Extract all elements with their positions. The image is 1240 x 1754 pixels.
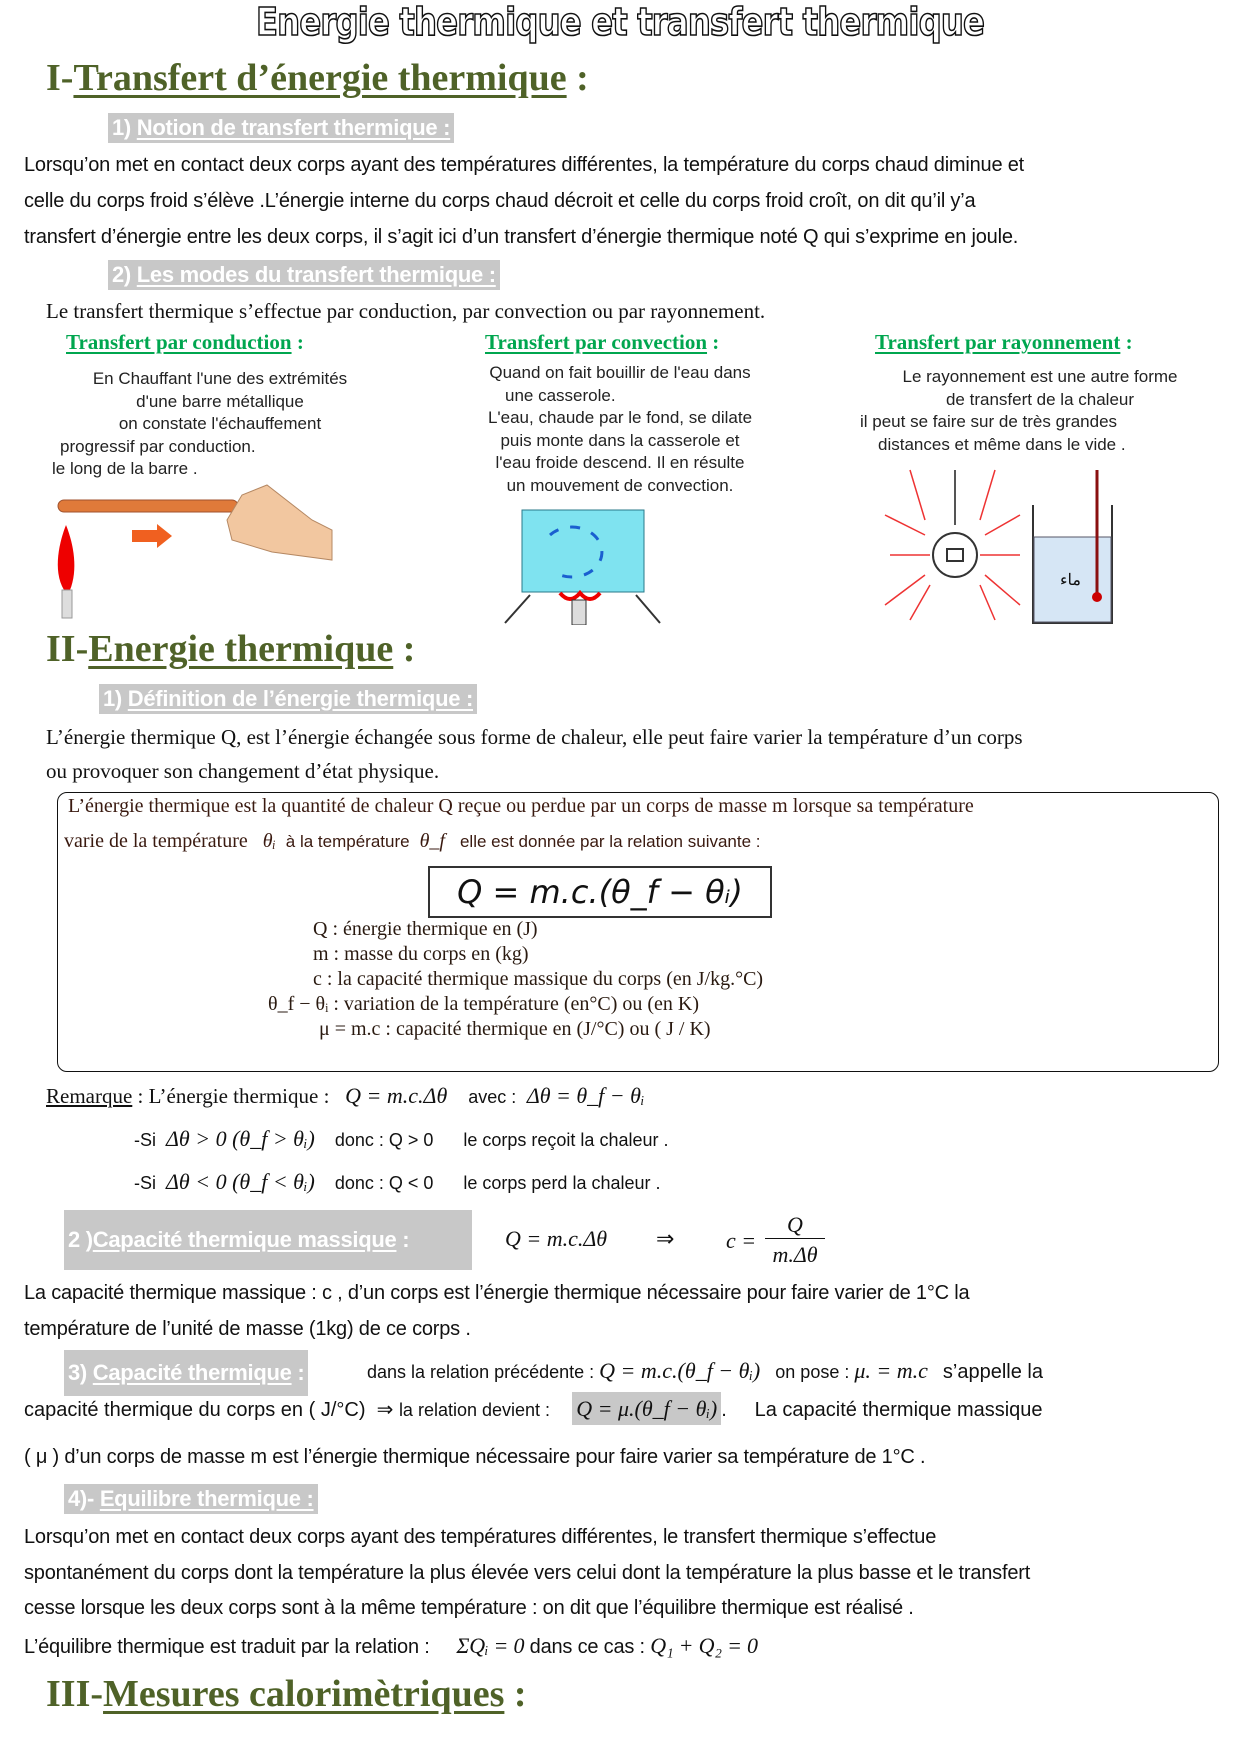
- text-line: distances et même dans le vide .: [878, 434, 1126, 454]
- theta-f: θ_f: [419, 830, 445, 852]
- definition-line: c : la capacité thermique massique du corps (en J/kg.°C): [313, 968, 764, 990]
- heading-text: Transfert par conduction: [66, 330, 292, 354]
- case-line: [134, 1126, 668, 1152]
- text: dans ce cas :: [529, 1636, 645, 1658]
- pot-icon: [522, 510, 644, 592]
- subsection-definition: [99, 684, 477, 714]
- burner-icon: [62, 590, 72, 618]
- section-1-heading: [46, 56, 589, 100]
- text-line: un mouvement de convection.: [506, 475, 734, 495]
- formula: Q = m.c.(θ_f − θᵢ): [599, 1358, 761, 1383]
- subsection-capacite-massique: [64, 1210, 472, 1270]
- sub-label: Les modes du transfert thermique :: [136, 262, 496, 287]
- convection-illustration: [500, 505, 670, 625]
- text-line: d'une barre métallique: [136, 391, 304, 411]
- section-number: III-: [46, 1673, 104, 1715]
- text: la relation devient :: [398, 1400, 551, 1420]
- column-heading-convection: [485, 330, 719, 355]
- text: varie de la température: [64, 830, 248, 852]
- sub-num: 4)-: [68, 1486, 100, 1511]
- formula: μ. = m.c: [854, 1358, 928, 1383]
- text: elle est donnée par la relation suivante :: [459, 832, 761, 851]
- sub-num: 1): [103, 686, 128, 711]
- colon: :: [566, 57, 589, 99]
- paragraph-line: ( μ ) d’un corps de masse m est l’énergie thermique nécessaire pour faire varier sa température de 1°C .: [24, 1446, 926, 1468]
- sub-label: Notion de transfert thermique :: [136, 115, 451, 140]
- section-number: II-: [46, 628, 89, 670]
- remarque-line: [46, 1083, 644, 1109]
- paragraph-line: température de l’unité de masse (1kg) de ce corps .: [24, 1318, 471, 1340]
- rayonnement-text: [860, 366, 1220, 456]
- colon: :: [504, 1673, 527, 1715]
- fraction-numerator: Q: [765, 1212, 825, 1239]
- box-line: [64, 830, 761, 853]
- theta-i: θᵢ: [262, 830, 276, 852]
- definition-line: θ_f − θᵢ : variation de la température (en°C) ou (en K): [268, 993, 699, 1015]
- heading-text: Transfert par convection: [485, 330, 708, 354]
- modes-intro: Le transfert thermique s’effectue par conduction, par convection ou par rayonnement.: [46, 299, 766, 323]
- subsection-modes: [108, 260, 500, 290]
- formula: Q = m.c.Δθ: [505, 1226, 608, 1251]
- text: s’appelle la: [942, 1361, 1043, 1383]
- sub-num: 2): [112, 262, 137, 287]
- text-line: une casserole.: [505, 385, 616, 405]
- paragraph-line: Lorsqu’on met en contact deux corps ayant des températures différentes, la température du corps chaud diminue et: [24, 154, 1025, 176]
- case-line: [134, 1169, 661, 1195]
- text: : L’énergie thermique :: [137, 1084, 330, 1108]
- colon: :: [393, 628, 416, 670]
- document-title: Energie thermique et transfert thermique: [255, 0, 985, 44]
- colon: :: [707, 330, 720, 354]
- text-line: En Chauffant l'une des extrémités: [92, 369, 348, 388]
- conduction-illustration: [52, 480, 342, 620]
- rayonnement-illustration: [870, 465, 1150, 625]
- text: à la température: [285, 832, 410, 851]
- section-title: Transfert d’énergie thermique: [73, 57, 567, 99]
- formula-definitions: [268, 917, 764, 1042]
- c-equals: c =: [726, 1228, 757, 1253]
- arrow-icon: [132, 524, 172, 548]
- formula: Q = m.c.Δθ: [345, 1083, 448, 1108]
- sun-icon: [933, 533, 977, 577]
- subsection-notion: [108, 113, 454, 143]
- flame-icon: [560, 593, 600, 599]
- text: donc : Q > 0: [334, 1130, 434, 1150]
- colon: :: [291, 330, 304, 354]
- section-title: Energie thermique: [88, 628, 394, 670]
- text: on pose :: [775, 1362, 850, 1382]
- subsection-capacite: [64, 1350, 308, 1396]
- paragraph-line: Lorsqu’on met en contact deux corps ayant des températures différentes, le transfert thermique s’effectue: [24, 1526, 937, 1548]
- column-heading-rayonnement: [875, 330, 1133, 355]
- text: donc : Q < 0: [334, 1173, 434, 1193]
- text-line: progressif par conduction.: [60, 436, 256, 456]
- implies-icon: ⇒: [656, 1226, 675, 1251]
- water-label: ماء: [1060, 572, 1081, 589]
- text-line: Quand on fait bouillir de l'eau dans: [489, 363, 751, 382]
- remarque-label: Remarque: [46, 1084, 133, 1108]
- sub-num: 2 ): [68, 1227, 93, 1252]
- paragraph-line: transfert d’énergie entre les deux corps, il s’agit ici d’un transfert d’énergie thermique noté Q qui s’exprime en joule.: [24, 226, 1019, 248]
- section-3-heading: [46, 1672, 527, 1716]
- hand-icon: [227, 485, 332, 560]
- definition-line: Q : énergie thermique en (J): [313, 918, 538, 940]
- colon: :: [1120, 330, 1133, 354]
- text: La capacité thermique massique: [754, 1399, 1043, 1421]
- paragraph-line: L’énergie thermique Q, est l’énergie échangée sous forme de chaleur, elle peut faire varier la température d’un corps: [46, 725, 1023, 749]
- text: avec :: [468, 1087, 517, 1107]
- paragraph-line: La capacité thermique massique : c , d’un corps est l’énergie thermique nécessaire pour faire varier de 1°C la: [24, 1282, 970, 1304]
- sub-label: Capacité thermique: [92, 1360, 292, 1385]
- text-line: on constate l'échauffement: [118, 414, 322, 433]
- text-line: le long de la barre .: [52, 459, 198, 478]
- sub-num: 3): [68, 1360, 93, 1385]
- paragraph-line: celle du corps froid s’élève .L’énergie interne du corps chaud décroit et celle du corps froid croît, on dit qu’il y’a: [24, 190, 976, 212]
- text: -Si: [134, 1173, 156, 1193]
- colon: :: [291, 1360, 305, 1385]
- metal-bar: [58, 500, 238, 512]
- colon: :: [396, 1227, 410, 1252]
- formula: Δθ < 0 (θ_f < θᵢ): [166, 1169, 315, 1194]
- main-formula: Q = m.c.(θ_f − θᵢ): [428, 866, 772, 918]
- implies-icon: ⇒: [376, 1399, 394, 1421]
- text: le corps reçoit la chaleur .: [463, 1130, 669, 1150]
- equilibre-line: [24, 1633, 758, 1659]
- text-line: Le rayonnement est une autre forme: [902, 367, 1178, 386]
- text-line: L'eau, chaude par le fond, se dilate: [487, 408, 753, 427]
- text: L’équilibre thermique est traduit par la relation :: [24, 1636, 430, 1658]
- paragraph-line: spontanément du corps dont la température la plus élevée vers celui dont la température la plus basse et le transfert: [24, 1562, 1031, 1584]
- formula: Δθ = θ_f − θᵢ: [526, 1083, 645, 1108]
- box-line: L’énergie thermique est la quantité de chaleur Q reçue ou perdue par un corps de masse m lorsque sa température: [68, 795, 974, 817]
- text: le corps perd la chaleur .: [463, 1173, 661, 1193]
- paragraph-line: cesse lorsque les deux corps sont à la même température : on dit que l’équilibre thermique est réalisé .: [24, 1597, 914, 1619]
- formula: Q₁ + Q₂ = 0: [650, 1633, 758, 1658]
- definition-line: μ = m.c : capacité thermique en (J/°C) ou ( J / K): [319, 1018, 711, 1040]
- formula: Δθ > 0 (θ_f > θᵢ): [166, 1126, 315, 1151]
- heading-text: Transfert par rayonnement: [875, 330, 1121, 354]
- text: -Si: [134, 1130, 156, 1150]
- sub-num: 1): [112, 115, 137, 140]
- convection-text: [440, 362, 800, 497]
- highlighted-formula: Q = μ.(θ_f − θᵢ): [572, 1392, 721, 1425]
- definition-line: m : masse du corps en (kg): [313, 943, 529, 965]
- sub-label: Capacité thermique massique: [92, 1227, 397, 1252]
- flame-icon: [58, 525, 75, 590]
- text: dans la relation précédente :: [367, 1362, 595, 1382]
- text-line: il peut se faire sur de très grandes: [860, 412, 1118, 431]
- section-title: Mesures calorimètriques: [103, 1673, 505, 1715]
- section-2-heading: [46, 627, 415, 671]
- capacite-line: capacité thermique du corps en ( J/°C) ⇒ la relation devient : Q = μ.(θ_f − θᵢ) . La capacité thermique massique: [24, 1396, 1043, 1422]
- sub-label: Equilibre thermique :: [99, 1486, 314, 1511]
- paragraph-line: ou provoquer son changement d’état physique.: [46, 759, 440, 783]
- text: capacité thermique du corps en ( J/°C): [24, 1399, 366, 1421]
- text-line: de transfert de la chaleur: [945, 389, 1135, 409]
- text-line: l'eau froide descend. Il en résulte: [495, 453, 745, 472]
- text-line: puis monte dans la casserole et: [500, 430, 740, 450]
- column-heading-conduction: [66, 330, 304, 355]
- section-number: I-: [46, 57, 74, 99]
- conduction-text: [40, 368, 400, 481]
- fraction-denominator: m.Δθ: [772, 1242, 818, 1267]
- subsection-equilibre: [64, 1484, 318, 1514]
- capacite-line: [367, 1358, 1043, 1384]
- sub-label: Définition de l’énergie thermique :: [127, 686, 473, 711]
- formula: ΣQᵢ = 0: [456, 1633, 525, 1658]
